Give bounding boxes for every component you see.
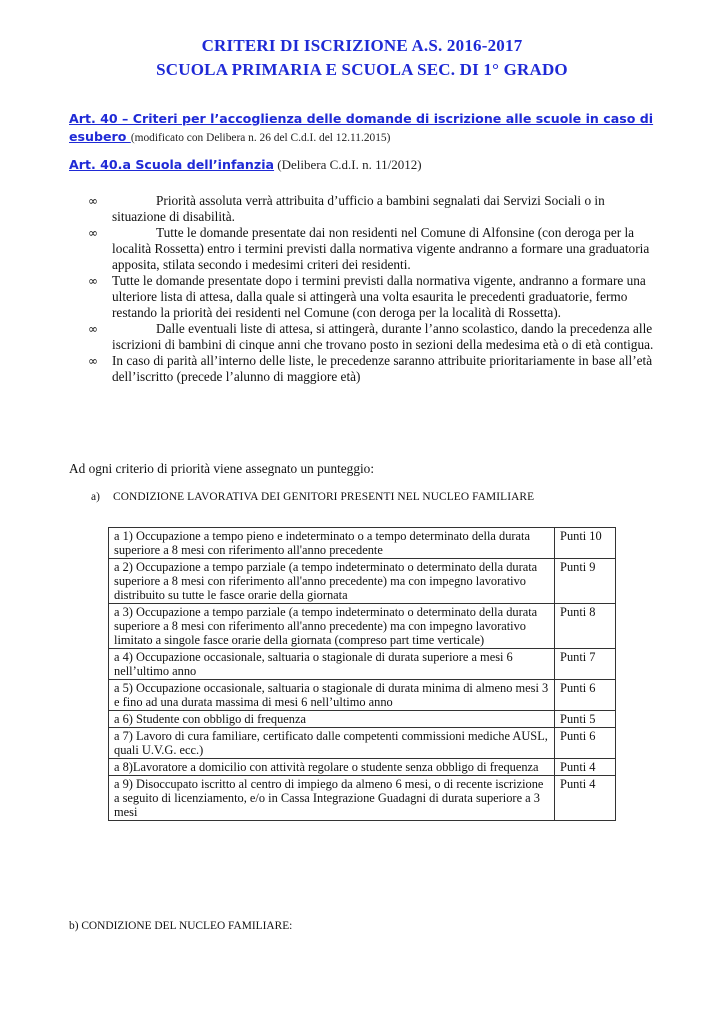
- table-row: [109, 680, 616, 711]
- points-cell: Punti 4: [555, 776, 616, 821]
- article-40a-link[interactable]: Art. 40.a Scuola dell’infanzia: [69, 157, 275, 172]
- table-row: [109, 711, 616, 728]
- list-item: [88, 193, 658, 225]
- points-cell: Punti 10: [555, 528, 616, 559]
- scoring-intro: Ad ogni criterio di priorità viene assegnato un punteggio:: [69, 461, 375, 476]
- article-40-link[interactable]: Art. 40 – Criteri per l’accoglienza delle domande di iscrizione alle scuole in caso di esubero: [69, 111, 654, 144]
- table-row: [109, 728, 616, 759]
- list-item-text: Tutte le domande presentate dai non residenti nel Comune di Alfonsine (con deroga per la località Rossetta) entro i termini previsti dalla normativa vigente andranno a formare una graduatoria apposita, stilata secondo i medesimi criteri dei residenti.: [112, 225, 650, 272]
- list-item-text: Priorità assoluta verrà attribuita d’ufficio a bambini segnalati dai Servizi Sociali o in situazione di disabilità.: [112, 193, 605, 224]
- criterion-cell: a 7) Lavoro di cura familiare, certificato dalle competenti commissioni mediche AUSL, quali U.V.G. ecc.): [109, 728, 555, 759]
- points-cell: Punti 8: [555, 604, 616, 649]
- table-row: [109, 559, 616, 604]
- list-item-text: Tutte le domande presentate dopo i termini previsti dalla normativa vigente, andranno a formare una ulteriore lista di attesa, dalla quale si attingerà una volta esaurita le precedenti graduatorie, fermo restando la priorità dei residenti nel Comune (con deroga per la località di Rossetta).: [112, 273, 646, 320]
- points-cell: Punti 5: [555, 711, 616, 728]
- table-row: [109, 528, 616, 559]
- criterion-cell: a 3) Occupazione a tempo parziale (a tempo indeterminato o determinato della durata superiore a 8 mesi con riferimento all'anno precedente) ma con impegno lavorativo limitato a singole fasce orarie della giornata (compreso part time verticale): [109, 604, 555, 649]
- infinity-bullet-icon: ∞: [88, 322, 98, 336]
- table-row: [109, 759, 616, 776]
- criterion-cell: a 4) Occupazione occasionale, saltuaria o stagionale di durata superiore a mesi 6 nell’ultimo anno: [109, 649, 555, 680]
- section-a-heading: [91, 491, 534, 503]
- list-item-text: In caso di parità all’interno delle liste, le precedenze saranno attribuite prioritariamente in base all’età dell’iscritto (precede l’alunno di maggiore età): [112, 353, 653, 384]
- article-40a-heading: [69, 156, 659, 174]
- list-item: [88, 273, 658, 321]
- infinity-bullet-icon: ∞: [88, 354, 98, 368]
- criterion-cell: a 2) Occupazione a tempo parziale (a tempo indeterminato o determinato della durata superiore a 8 mesi con riferimento all'anno precedente) ma con impegno lavorativo distribuito su tutte le fasce orarie della giornata: [109, 559, 555, 604]
- section-a-title: CONDIZIONE LAVORATIVA DEI GENITORI PRESENTI NEL NUCLEO FAMILIARE: [113, 491, 535, 503]
- article-40a-note: (Delibera C.d.I. n. 11/2012): [274, 157, 422, 172]
- criterion-cell: a 1) Occupazione a tempo pieno e indeterminato o a tempo determinato della durata superiore a 8 mesi con riferimento all'anno precedente: [109, 528, 555, 559]
- points-cell: Punti 6: [555, 680, 616, 711]
- infinity-bullet-icon: ∞: [88, 226, 98, 240]
- document-title-line-1: CRITERI DI ISCRIZIONE A.S. 2016-2017: [201, 36, 523, 55]
- points-cell: Punti 4: [555, 759, 616, 776]
- article-40-note: (modificato con Delibera n. 26 del C.d.I. del 12.11.2015): [130, 132, 391, 144]
- points-cell: Punti 6: [555, 728, 616, 759]
- table-row: [109, 649, 616, 680]
- criterion-cell: a 9) Disoccupato iscritto al centro di impiego da almeno 6 mesi, o di recente iscrizione a seguito di licenziamento, e/o in Cassa Integrazione Guadagni di durata superiore a 3 mesi: [109, 776, 555, 821]
- infinity-bullet-icon: ∞: [88, 274, 98, 288]
- list-item-text: Dalle eventuali liste di attesa, si attingerà, durante l’anno scolastico, dando la precedenza alle iscrizioni di bambini di cinque anni che trovano posto in sezioni della medesima età o di età contigua.: [112, 321, 654, 352]
- criterion-cell: a 8)Lavoratore a domicilio con attività regolare o studente senza obbligo di frequenza: [109, 759, 555, 776]
- infinity-bullet-icon: ∞: [88, 194, 98, 208]
- list-item: [88, 353, 658, 385]
- points-cell: Punti 9: [555, 559, 616, 604]
- section-a-letter: a): [91, 491, 101, 503]
- work-condition-points-table: [108, 527, 616, 821]
- criterion-cell: a 6) Studente con obbligo di frequenza: [109, 711, 555, 728]
- infanzia-criteria-list: [88, 193, 658, 385]
- table-row: [109, 604, 616, 649]
- criterion-cell: a 5) Occupazione occasionale, saltuaria o stagionale di durata minima di almeno mesi 3 e fino ad una durata massima di mesi 6 nell’ultimo anno: [109, 680, 555, 711]
- table-row: [109, 776, 616, 821]
- list-item: [88, 321, 658, 353]
- document-title-line-2: SCUOLA PRIMARIA E SCUOLA SEC. DI 1° GRADO: [156, 60, 568, 79]
- list-item: [88, 225, 658, 273]
- section-b-heading: b) CONDIZIONE DEL NUCLEO FAMILIARE:: [69, 920, 293, 932]
- article-40-heading: [69, 110, 659, 147]
- points-cell: Punti 7: [555, 649, 616, 680]
